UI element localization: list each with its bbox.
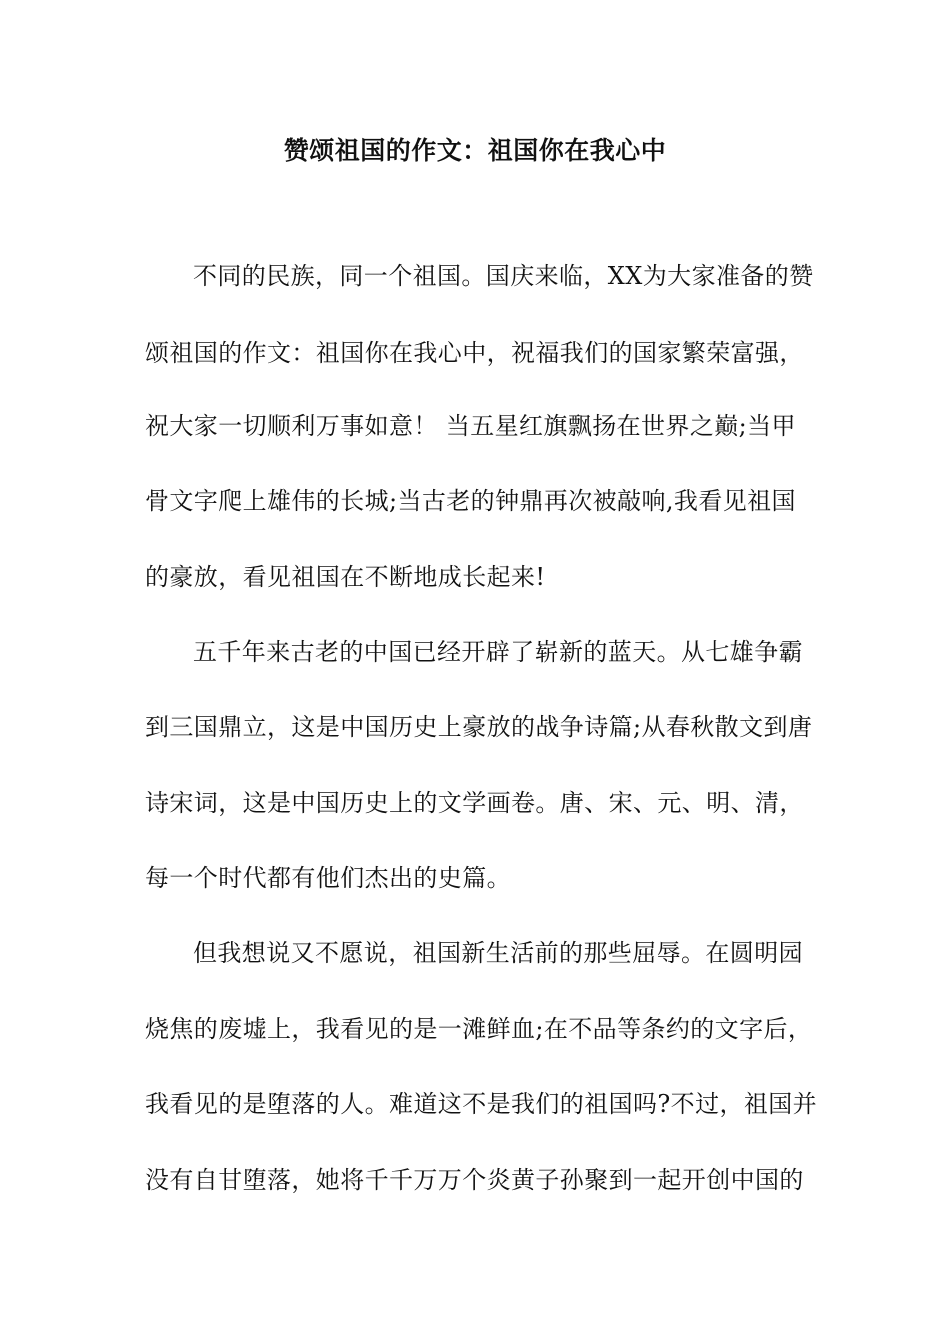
- paragraph-1-line-1: 不同的民族，同一个祖国。国庆来临，XX为大家准备的赞: [193, 262, 814, 290]
- paragraph-2-line-1: 五千年来古老的中国已经开辟了崭新的蓝天。从七雄争霸: [193, 638, 803, 666]
- paragraph-3-line-2: 烧焦的废墟上，我看见的是一滩鲜血;在不品等条约的文字后，: [145, 1015, 813, 1043]
- paragraph-1-line-4: 骨文字爬上雄伟的长城;当古老的钟鼎再次被敲响,我看见祖国: [145, 487, 796, 515]
- paragraph-1-line-5: 的豪放，看见祖国在不断地成长起来!: [145, 563, 546, 591]
- paragraph-2-line-2: 到三国鼎立，这是中国历史上豪放的战争诗篇;从春秋散文到唐: [145, 713, 813, 741]
- paragraph-3-line-3: 我看见的是堕落的人。难道这不是我们的祖国吗?不过，祖国并: [145, 1090, 818, 1118]
- paragraph-1-line-3: 祝大家一切顺利万事如意！ 当五星红旗飘扬在世界之巅;当甲: [145, 412, 796, 440]
- paragraph-2-line-3: 诗宋词，这是中国历史上的文学画卷。唐、宋、元、明、清，: [145, 789, 804, 817]
- document-title: 赞颂祖国的作文：祖国你在我心中: [283, 136, 667, 165]
- paragraph-2-line-4: 每一个时代都有他们杰出的史篇。: [145, 864, 511, 892]
- paragraph-3-line-1: 但我想说又不愿说，祖国新生活前的那些屈辱。在圆明园: [193, 939, 803, 967]
- paragraph-1-line-2: 颂祖国的作文：祖国你在我心中，祝福我们的国家繁荣富强，: [145, 339, 804, 367]
- paragraph-3-line-4: 没有自甘堕落，她将千千万万个炎黄子孙聚到一起开创中国的: [145, 1166, 804, 1194]
